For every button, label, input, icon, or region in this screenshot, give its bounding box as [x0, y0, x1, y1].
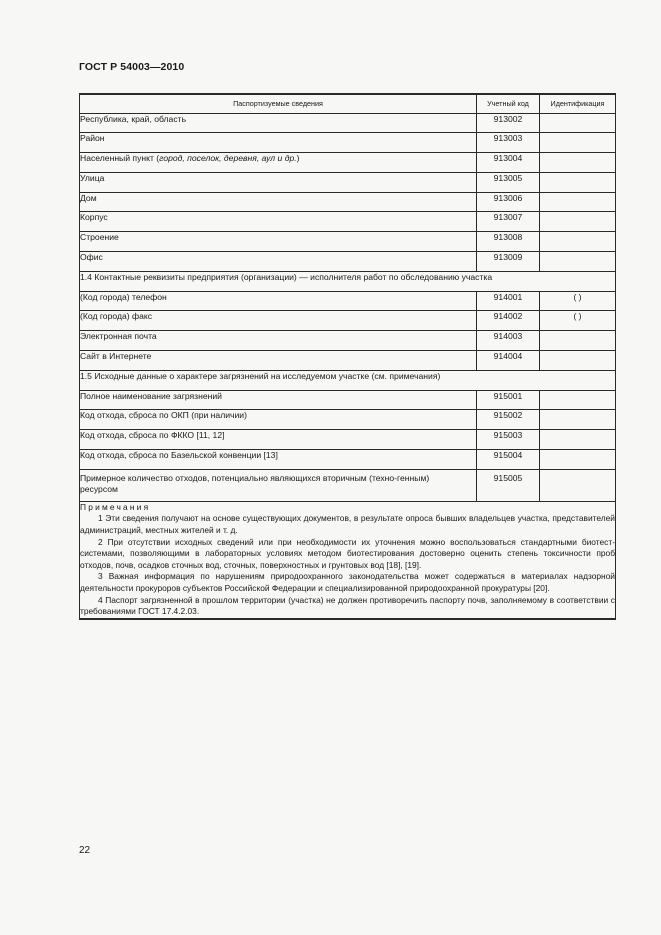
- row-name: Код отхода, сброса по ОКП (при наличии): [80, 410, 477, 430]
- row-code: 915003: [477, 430, 540, 450]
- table-row: [80, 153, 616, 173]
- row-ident: [540, 252, 616, 272]
- row-ident: ( ): [540, 291, 616, 311]
- row-code: 913003: [477, 133, 540, 153]
- document-header: ГОСТ Р 54003—2010: [79, 61, 185, 73]
- row-code: 915001: [477, 390, 540, 410]
- row-code: 915005: [477, 469, 540, 501]
- table-row: [80, 113, 616, 133]
- header-ident: Идентификация: [540, 94, 616, 113]
- table-row: [80, 469, 616, 501]
- page-number: 22: [79, 845, 91, 856]
- row-name-prefix: Населенный пункт (: [80, 153, 160, 164]
- table-row: [80, 390, 616, 410]
- row-ident: [540, 331, 616, 351]
- passport-table: [79, 93, 616, 620]
- row-ident: [540, 450, 616, 470]
- table-row: [80, 133, 616, 153]
- row-ident: [540, 153, 616, 173]
- row-name: Сайт в Интернете: [80, 351, 477, 371]
- table-row: [80, 232, 616, 252]
- row-name: Код отхода, сброса по ФККО [11, 12]: [80, 430, 477, 450]
- header-code: Учетный код: [477, 94, 540, 113]
- row-ident: [540, 212, 616, 232]
- note-item: 2 При отсутствии исходных сведений или при необходимости их уточнения можно воспользоваться стандартными биотест-системами, позволяющими в лабораторных условиях методом биотестирования достоверно оценить степень токсичности проб отходов, почв, осадков сточных вод, сточных, поверхностных и грунтовых вод [18], [19].: [80, 536, 615, 570]
- notes-row: [80, 501, 616, 618]
- row-name: Строение: [80, 232, 477, 252]
- row-name: Корпус: [80, 212, 477, 232]
- row-code: 914003: [477, 331, 540, 351]
- row-ident: [540, 390, 616, 410]
- row-ident: [540, 172, 616, 192]
- row-name: (Код города) факс: [80, 311, 477, 331]
- row-name: Район: [80, 133, 477, 153]
- section-heading: 1.5 Исходные данные о характере загрязнений на исследуемом участке (см. примечания): [80, 370, 616, 390]
- row-name: Электронная почта: [80, 331, 477, 351]
- row-name: Код отхода, сброса по Базельской конвенции [13]: [80, 450, 477, 470]
- row-name: Дом: [80, 192, 477, 212]
- table-row: [80, 252, 616, 272]
- header-info: Паспортизуемые сведения: [80, 94, 477, 113]
- row-code: 913009: [477, 252, 540, 272]
- row-code: 914004: [477, 351, 540, 371]
- row-code: 913004: [477, 153, 540, 173]
- table-row: [80, 331, 616, 351]
- note-item: 1 Эти сведения получают на основе существующих документов, в результате опроса бывших владельцев участка, представителей администраций, местных жителей и т. д.: [80, 513, 615, 536]
- row-name-italic: город, поселок, деревня, аул и др.: [159, 153, 297, 164]
- row-ident: [540, 410, 616, 430]
- notes-block: [80, 501, 616, 618]
- row-code: 914002: [477, 311, 540, 331]
- notes-title: Примечания: [80, 501, 151, 512]
- row-code: 913002: [477, 113, 540, 133]
- row-ident: [540, 469, 616, 501]
- row-name: (Код города) телефон: [80, 291, 477, 311]
- row-ident: [540, 113, 616, 133]
- row-ident: [540, 133, 616, 153]
- row-name: Республика, край, область: [80, 113, 477, 133]
- section-row: [80, 271, 616, 291]
- row-name-suffix: ): [296, 153, 300, 164]
- table-row: [80, 172, 616, 192]
- table-row: [80, 311, 616, 331]
- table-row: [80, 430, 616, 450]
- table-row: [80, 212, 616, 232]
- row-code: 915002: [477, 410, 540, 430]
- row-ident: [540, 192, 616, 212]
- table-row: [80, 351, 616, 371]
- note-item: 4 Паспорт загрязненной в прошлом территории (участка) не должен противоречить паспорту почв, заполняемому в соответствии с требованиями ГОСТ 17.4.2.03.: [80, 594, 615, 617]
- row-name: Улица: [80, 172, 477, 192]
- row-code: 913007: [477, 212, 540, 232]
- row-code: 913008: [477, 232, 540, 252]
- row-code: 914001: [477, 291, 540, 311]
- row-ident: [540, 430, 616, 450]
- row-name: [80, 153, 477, 173]
- row-ident: [540, 232, 616, 252]
- row-name: Примерное количество отходов, потенциально являющихся вторичным (техно-генным) ресурсом: [80, 469, 477, 501]
- section-heading: 1.4 Контактные реквизиты предприятия (организации) — исполнителя работ по обследованию участка: [80, 271, 616, 291]
- table-row: [80, 450, 616, 470]
- row-code: 915004: [477, 450, 540, 470]
- row-code: 913005: [477, 172, 540, 192]
- table-row: [80, 192, 616, 212]
- note-item: 3 Важная информация по нарушениям природоохранного законодательства может содержаться в материалах надзорной деятельности прокуроров субъектов Российской Федерации и специализированной природоохранной прокуратуры [20].: [80, 571, 615, 593]
- table-row: [80, 410, 616, 430]
- section-row: [80, 370, 616, 390]
- row-ident: ( ): [540, 311, 616, 331]
- row-ident: [540, 351, 616, 371]
- table-header-row: [80, 94, 616, 113]
- row-name: Полное наименование загрязнений: [80, 390, 477, 410]
- row-code: 913006: [477, 192, 540, 212]
- row-name: Офис: [80, 252, 477, 272]
- table-row: [80, 291, 616, 311]
